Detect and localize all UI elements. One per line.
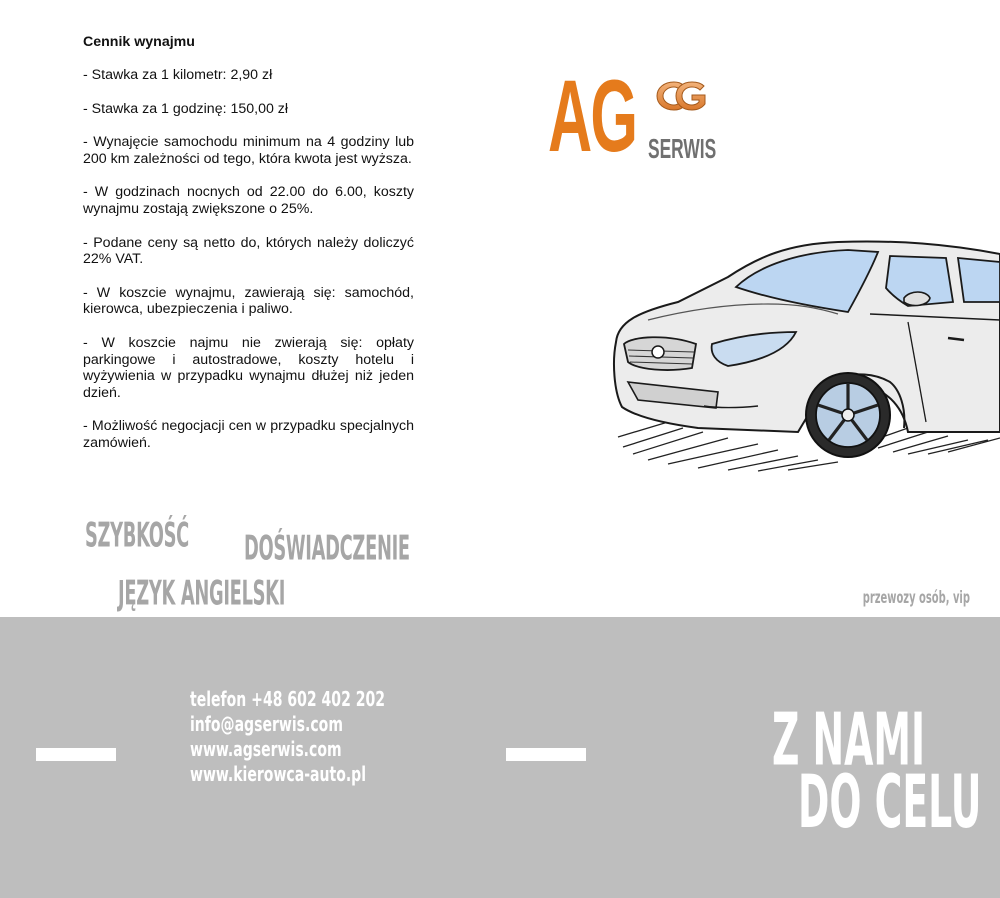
slogan-line-2: DO CELU <box>798 758 982 845</box>
logo-mark-icon <box>654 76 716 116</box>
price-item: - W koszcie wynajmu, zawierają się: samochód, kierowca, ubezpieczenia i paliwo. <box>83 284 414 318</box>
contact-block <box>190 687 440 787</box>
feature-experience: DOŚWIADCZENIE <box>244 527 410 568</box>
footer-band <box>0 617 1000 898</box>
price-item: - Podane ceny są netto do, których należy doliczyć 22% VAT. <box>83 234 414 268</box>
car-illustration <box>608 232 1000 472</box>
logo-letters: AG <box>548 59 637 173</box>
price-item: - W koszcie najmu nie zwierają się: opłaty parkingowe i autostradowe, koszty hotelu i wyżywienia w przypadku wynajmu dłużej niż jeden dzień. <box>83 334 414 401</box>
price-list-title: Cennik wynajmu <box>83 34 195 50</box>
divider-bar <box>36 748 116 761</box>
contact-email: info@agserwis.com <box>190 712 343 736</box>
contact-website: www.agserwis.com <box>190 737 342 761</box>
price-item: - Stawka za 1 godzinę: 150,00 zł <box>83 100 289 117</box>
tagline: przewozy osób, vip <box>862 588 970 608</box>
feature-english: JĘZYK ANGIELSKI <box>118 572 286 613</box>
price-item: - Możliwość negocjacji cen w przypadku specjalnych zamówień. <box>83 418 414 451</box>
price-item: - W godzinach nocnych od 22.00 do 6.00, koszty wynajmu zostają zwiększone o 25%. <box>83 184 414 217</box>
divider-bar <box>506 748 586 761</box>
price-item: - Stawka za 1 kilometr: 2,90 zł <box>83 67 273 83</box>
slogan-line-1: Z NAMI <box>772 696 926 783</box>
feature-speed: SZYBKOŚĆ <box>85 514 189 555</box>
logo-subtitle: SERWIS <box>648 133 717 164</box>
contact-phone: telefon +48 602 402 202 <box>190 687 386 711</box>
price-list <box>83 34 414 469</box>
contact-website-2: www.kierowca-auto.pl <box>190 762 367 786</box>
price-item: - Wynajęcie samochodu minimum na 4 godziny lub 200 km zależności od tego, która kwota jest wyższa. <box>83 134 414 167</box>
